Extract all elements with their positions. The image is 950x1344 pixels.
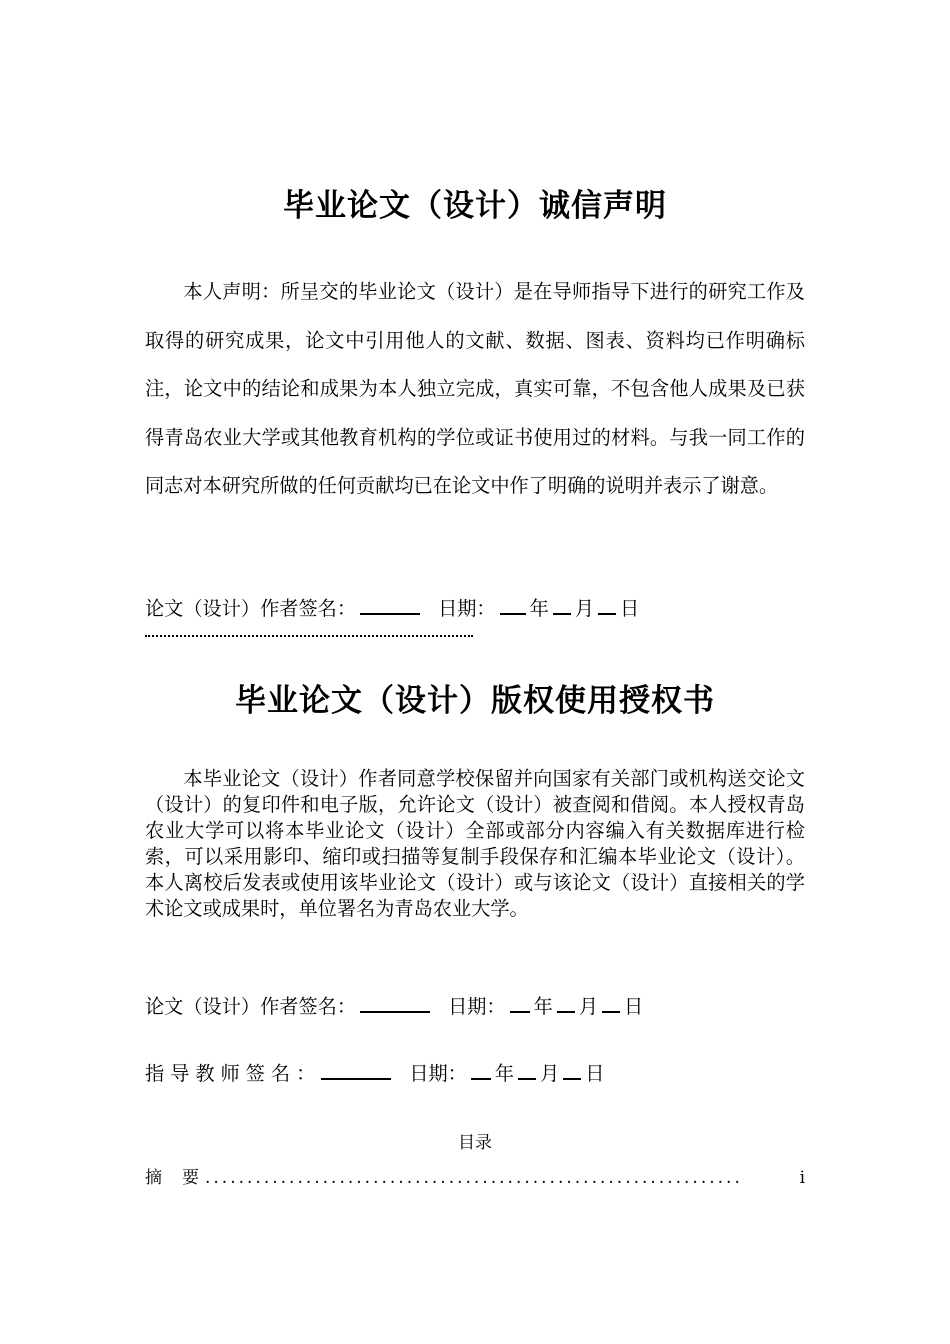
month-label: 月	[540, 1062, 560, 1085]
author-signature-blank	[360, 595, 420, 615]
section-divider	[145, 635, 473, 637]
author-signature-blank	[360, 993, 430, 1013]
integrity-statement-body: 本人声明：所呈交的毕业论文（设计）是在导师指导下进行的研究工作及取得的研究成果，论文中引用他人的文献、数据、图表、资料均已作明确标注，论文中的结论和成果为本人独立完成，真实可靠，不包含他人成果及已获得青岛农业大学或其他教育机构的学位或证书使用过的材料。与我一同工作的同志对本研究所做的任何贡献均已在论文中作了明确的说明并表示了谢意。	[145, 280, 805, 497]
day-label: 日	[620, 597, 640, 620]
year-blank	[500, 595, 526, 615]
integrity-signature-line	[145, 594, 639, 621]
advisor-signature-line	[145, 1059, 604, 1086]
month-label: 月	[574, 597, 594, 620]
year-label: 年	[494, 1062, 515, 1085]
month-blank	[553, 595, 571, 615]
toc-entry-page-number: i	[799, 1168, 805, 1188]
copyright-authorization-body: 本毕业论文（设计）作者同意学校保留并向国家有关部门或机构送交论文（设计）的复印件和电子版，允许论文（设计）被查阅和借阅。本人授权青岛农业大学可以将本毕业论文（设计）全部或部分内容编入有关数据库进行检索，可以采用影印、缩印或扫描等复制手段保存和汇编本毕业论文（设计）。本人离校后发表或使用该毕业论文（设计）或与该论文（设计）直接相关的学术论文或成果时，单位署名为青岛农业大学。	[145, 767, 805, 920]
integrity-statement-title: 毕业论文（设计）诚信声明	[283, 188, 667, 224]
day-blank	[563, 1060, 581, 1080]
toc-title: 目录	[458, 1133, 492, 1153]
copyright-author-signature-line	[145, 992, 643, 1019]
toc-entry-label: 摘要	[145, 1168, 219, 1188]
month-blank	[557, 993, 575, 1013]
author-signature-label: 论文（设计）作者签名：	[145, 995, 357, 1018]
year-blank	[510, 993, 530, 1013]
toc-entry[interactable]	[145, 1163, 805, 1188]
day-blank	[602, 993, 620, 1013]
advisor-signature-label: 指导教师签名：	[145, 1062, 322, 1085]
month-blank	[518, 1060, 536, 1080]
date-label: 日期：	[409, 1062, 467, 1085]
advisor-signature-blank	[321, 1060, 391, 1080]
year-label: 年	[529, 597, 549, 620]
year-label: 年	[533, 995, 553, 1018]
toc-entry-leader: ................................................................	[205, 1168, 743, 1188]
date-label: 日期：	[448, 995, 506, 1018]
year-blank	[471, 1060, 491, 1080]
day-label: 日	[624, 995, 644, 1018]
date-label: 日期：	[438, 597, 496, 620]
day-label: 日	[585, 1062, 605, 1085]
copyright-authorization-title: 毕业论文（设计）版权使用授权书	[235, 683, 715, 719]
author-signature-label: 论文（设计）作者签名：	[145, 597, 357, 620]
day-blank	[598, 595, 616, 615]
month-label: 月	[578, 995, 598, 1018]
